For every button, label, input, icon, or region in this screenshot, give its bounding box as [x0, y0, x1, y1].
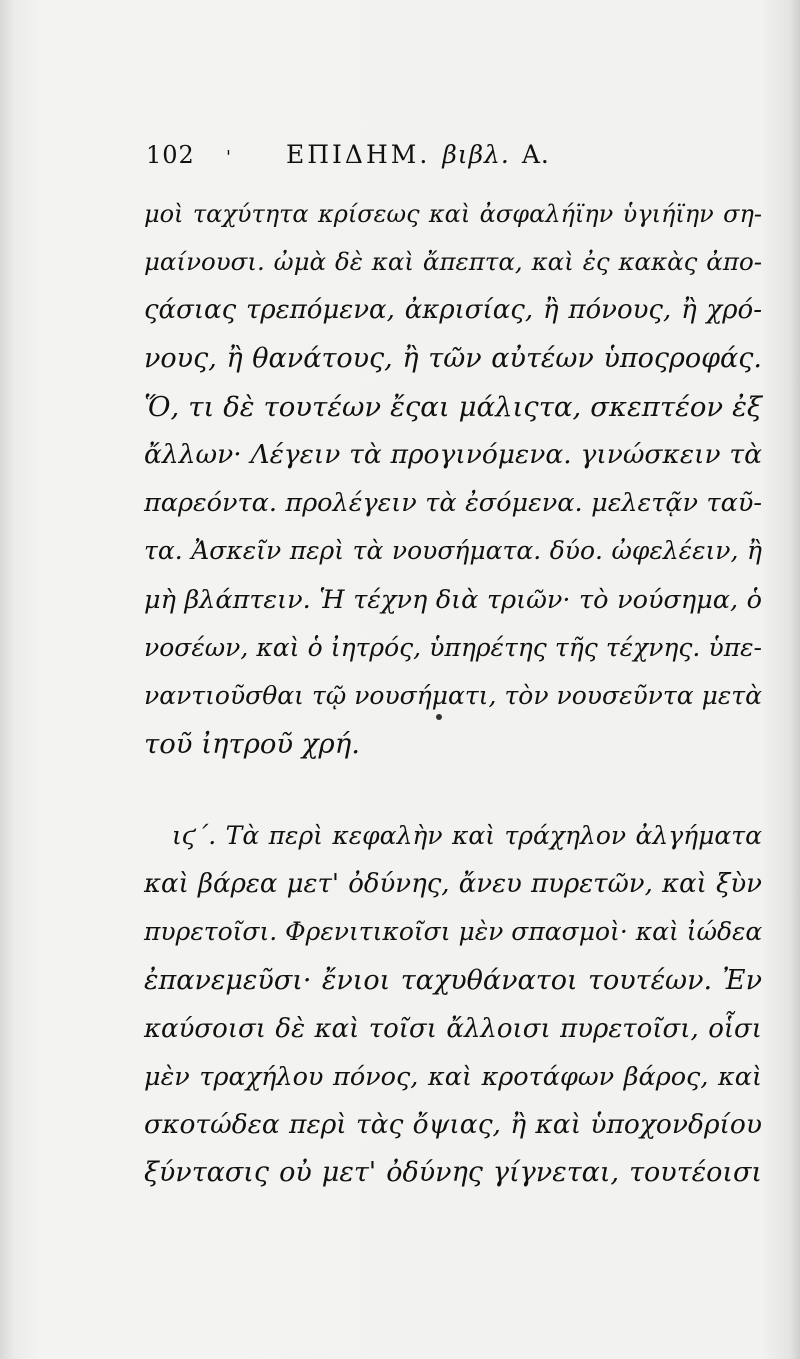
text-line: σκοτώδεα περὶ τὰς ὄψιας, ἢ καὶ ὑποχονδρίου [144, 1109, 762, 1141]
text-line: ναντιοῦσθαι τῷ νουσήματι, τὸν νουσεῦντα μετὰ [144, 680, 762, 710]
text-line: μὲν τραχήλου πόνος, καὶ κροτάφων βάρος, καὶ [144, 1061, 762, 1092]
page-number: 102 [146, 141, 195, 169]
header-volume: Α. [521, 140, 550, 169]
text-line: παρεόντα. προλέγειν τὰ ἐσόμενα. μελετᾷν ταῦ- [144, 488, 762, 519]
text-line: καὶ βάρεα μετ' ὀδύνης, ἄνευ πυρετῶν, καὶ ξὺν [144, 869, 762, 900]
running-header [146, 140, 616, 169]
text-line: ιϛ΄. Τὰ περὶ κεφαλὴν καὶ τράχηλον ἀλγήματα [172, 821, 762, 850]
text-line: νοσέων, καὶ ὁ ἰητρός, ὑπηρέτης τῆς τέχνης. ὑπε- [144, 632, 762, 662]
text-line: καύσοισι δὲ καὶ τοῖσι ἄλλοισι πυρετοῖσι, οἷσι [144, 1013, 762, 1044]
header-title: ΕΠΙΔΗΜ. [286, 140, 431, 169]
text-line: ἄλλων· Λέγειν τὰ προγινόμενα. γινώσκειν τὰ [144, 438, 762, 470]
paragraph-2 [144, 812, 762, 1198]
text-line: μαίνουσι. ὠμὰ δὲ καὶ ἄπεπτα, καὶ ἐς κακὰς ἀπο- [144, 247, 762, 277]
text-line: ξύντασις οὐ μετ' ὀδύνης γίγνεται, τουτέοισι [144, 1157, 762, 1189]
text-line: μὴ βλάπτειν. Ἡ τέχνη διὰ τριῶν· τὸ νούσημα, ὁ [144, 584, 762, 615]
ink-speck [436, 714, 442, 720]
text-line: νους, ἢ θανάτους, ἢ τῶν αὐτέων ὑποςροφάς. [144, 342, 762, 374]
text-line: τα. Ἀσκεῖν περὶ τὰ νουσήματα. δύο. ὠφελέειν, ἢ [144, 536, 762, 566]
header-mark: ' [226, 147, 232, 168]
header-book: βιβλ. [442, 140, 510, 169]
text-line: ἐπανεμεῦσι· ἔνιοι ταχυθάνατοι τουτέων. Ἐν [144, 964, 762, 996]
text-line: μοὶ ταχύτητα κρίσεως καὶ ἀσφαλήϊην ὑγιήϊην ση- [144, 200, 762, 228]
paragraph-1 [144, 190, 762, 768]
text-line: πυρετοῖσι. Φρενιτικοῖσι μὲν σπασμοὶ· καὶ ἰώδεα [144, 917, 763, 947]
text-line: ςάσιας τρεπόμενα, ἀκρισίας, ἢ πόνους, ἢ χρό- [144, 295, 762, 326]
text-line: Ὅ, τι δὲ τουτέων ἔςαι μάλιςτα, σκεπτέον ἐξ [144, 390, 762, 423]
text-line: τοῦ ἰητροῦ χρή. [144, 728, 360, 761]
